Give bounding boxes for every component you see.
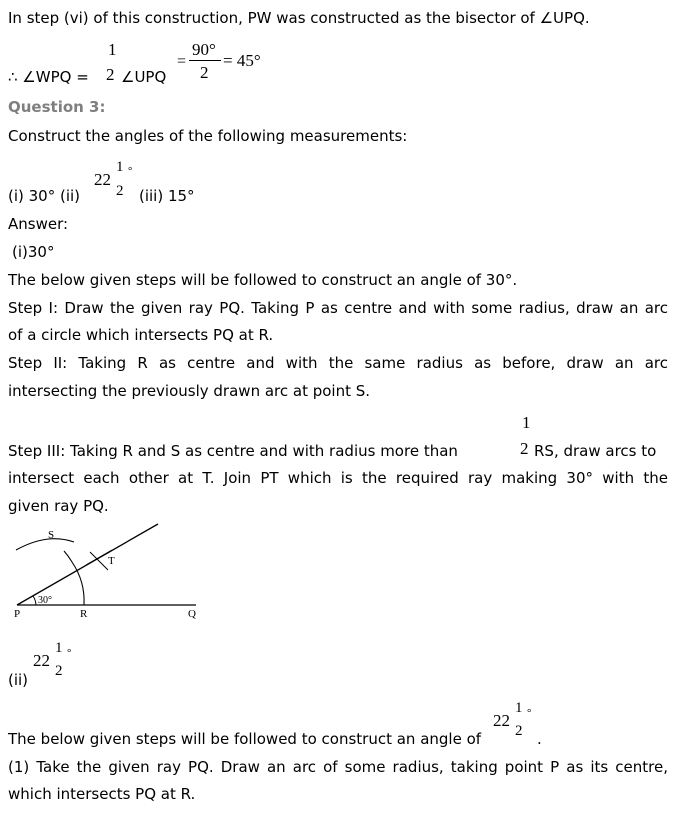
question-prompt: Construct the angles of the following measurements: — [8, 127, 408, 145]
step3-line1-pre: Step III: Taking R and S as centre and with radius more than — [8, 442, 458, 460]
ii-period: . — [537, 730, 542, 748]
therefore-text: ∴ ∠WPQ = — [8, 68, 89, 86]
equals-sign: = — [177, 53, 187, 70]
ii-degree: ° — [527, 707, 532, 719]
angle-upq: ∠UPQ — [121, 68, 167, 86]
ii-step1-line1: (1) Take the given ray PQ. Draw an arc of some radius, taking point P as its centre, — [8, 758, 668, 776]
label-r: R — [80, 608, 88, 620]
label-t: T — [108, 555, 115, 567]
half-denominator: 2 — [106, 65, 115, 84]
arc-from-r-s — [16, 539, 74, 550]
step3-numerator: 1 — [522, 413, 531, 432]
ii-whole: 22 — [493, 711, 510, 730]
question-options: (i) 30° (ii) — [8, 187, 81, 205]
half-numerator: 1 — [108, 40, 117, 59]
ii-step1-line2: which intersects PQ at R. — [8, 785, 196, 803]
part-ii-numerator: 1 — [55, 640, 63, 656]
part-ii-label: (ii) — [8, 671, 29, 689]
mixed-whole: 22 — [94, 170, 111, 189]
part-ii-degree: ° — [67, 647, 72, 659]
option-iii: (iii) 15° — [139, 187, 195, 205]
part-i-label: (i)30° — [12, 243, 55, 261]
angle-arc — [33, 596, 36, 605]
step2-line1: Step II: Taking R as centre and with the same radius as before, draw an arc — [8, 354, 668, 372]
ii-numerator: 1 — [515, 700, 523, 716]
result-45: = 45° — [223, 51, 261, 70]
ii-denominator: 2 — [515, 723, 523, 739]
label-s: S — [48, 529, 55, 541]
fraction-90-denominator: 2 — [200, 63, 209, 82]
arc-from-p — [72, 562, 84, 605]
arc-from-p-upper — [64, 551, 72, 562]
question-title: Question 3: — [8, 98, 106, 116]
answer-label: Answer: — [8, 215, 69, 233]
fraction-90-numerator: 90° — [192, 40, 216, 59]
intro-line: In step (vi) of this construction, PW was constructed as the bisector of ∠UPQ. — [8, 9, 590, 27]
label-p: P — [14, 608, 21, 620]
step3-denominator: 2 — [520, 439, 529, 458]
construction-figure — [0, 520, 220, 630]
step1-line1: Step I: Draw the given ray PQ. Taking P as centre and with some radius, draw an arc — [8, 299, 668, 317]
mixed-numerator: 1 — [116, 159, 124, 175]
steps-intro: The below given steps will be followed to construct an angle of 30°. — [8, 271, 518, 289]
part-ii-denominator: 2 — [55, 663, 63, 679]
part-ii-whole: 22 — [33, 651, 50, 670]
angle-label: 30° — [38, 595, 52, 606]
fraction-bar — [189, 60, 221, 61]
step3-line2: intersect each other at T. Join PT which is the required ray making 30° with the — [8, 469, 668, 487]
mixed-degree: ° — [128, 165, 133, 177]
step1-line2: of a circle which intersects PQ at R. — [8, 326, 274, 344]
step2-line2: intersecting the previously drawn arc at point S. — [8, 382, 371, 400]
step3-line1-post: RS, draw arcs to — [534, 442, 657, 460]
label-q: Q — [188, 608, 196, 620]
mixed-denominator: 2 — [116, 183, 124, 199]
step3-line3: given ray PQ. — [8, 497, 109, 515]
ii-intro: The below given steps will be followed to construct an angle of — [8, 730, 482, 748]
